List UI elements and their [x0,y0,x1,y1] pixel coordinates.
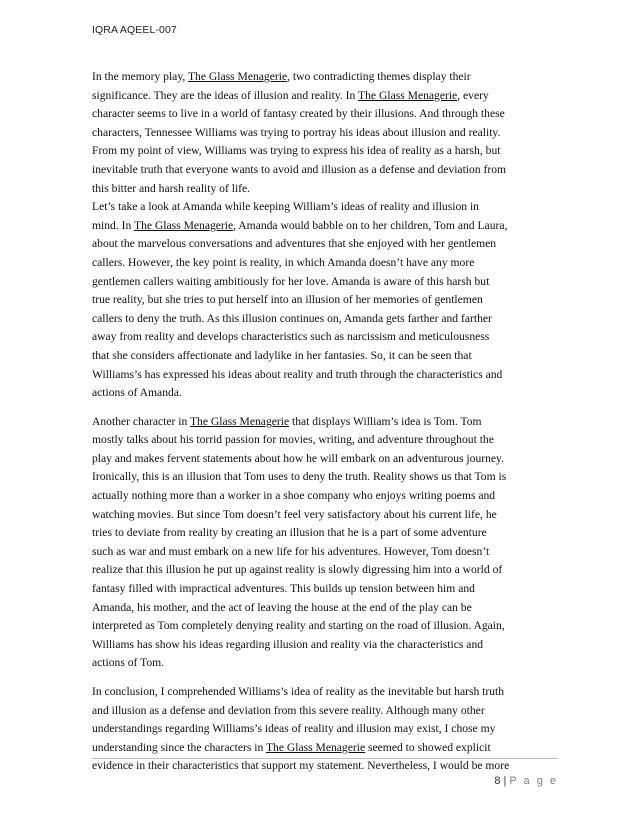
page-label: P a g e [509,775,558,787]
text-line [92,328,558,347]
text-segment: mostly talks about his torrid passion for movies, writing, and adventure throughout the [92,433,494,447]
text-segment: In the memory play, [92,70,188,83]
text-segment: play and makes fervent statements about how he will embark on an adventurous journey. [92,451,504,465]
text-line [92,105,558,124]
text-segment: Williams has show his ideas regarding illusion and reality via the characteristics and [92,637,484,651]
text-segment: Williams’s has expressed his ideas about reality and truth through the characteristics and [92,367,503,381]
paragraph-gap [92,403,558,413]
text-segment: significance. They are the ideas of illusion and reality. In [92,88,359,102]
text-line [92,291,558,310]
text-line [92,384,558,403]
text-segment: seemed to showed explicit [365,740,491,754]
text-line [92,273,558,292]
text-segment: and illusion as a defense and deviation from this severe reality. Although many other [92,703,485,717]
text-line [92,413,558,432]
text-line [92,599,558,618]
document-body [92,68,558,776]
text-segment: callers. However, the key point is reality, in which Amanda doesn’t have any more [92,255,475,269]
text-segment: character seems to live in a world of fantasy created by their illusions. And through these [92,107,505,121]
text-segment: actually nothing more than a worker in a shoe company who enjoys writing poems and [92,489,496,503]
text-line [92,636,558,655]
text-line [92,617,558,636]
text-line [92,739,558,758]
text-line [92,487,558,506]
paragraph [92,413,558,673]
text-line [92,68,558,87]
text-segment: about the marvelous conversations and adventures that she enjoyed with her gentlemen [92,237,497,251]
book-title: The Glass Menagerie [187,70,288,83]
text-line [92,235,558,254]
book-title: The Glass Menagerie [265,740,366,754]
footer-divider [92,758,558,759]
text-segment: fantasy filled with impractical adventures. This builds up tension between him and [92,582,475,596]
text-line [92,720,558,739]
book-title: The Glass Menagerie [358,88,458,102]
text-segment: actions of Amanda. [92,386,182,400]
text-segment: Another character in [92,414,190,428]
page-footer [494,775,558,787]
text-line [92,580,558,599]
text-line [92,124,558,143]
text-line [92,506,558,525]
text-segment: characters, Tennessee Williams was trying to portray his ideas about illusion and reality. [92,125,501,139]
text-segment: realize that this illusion he put up against reality is slowly digressing him into a world of [92,563,503,577]
page-number: 8 [494,775,501,787]
text-segment: gentlemen callers waiting ambitiously for her love. Amanda is aware of this harsh but [92,274,490,288]
text-segment: understandings regarding Williams’s ideas of reality and illusion may exist, I chose my [92,722,496,736]
text-segment: watching movies. But since Tom doesn’t feel very satisfactory about his current life, he [92,507,497,521]
text-segment: In conclusion, I comprehended Williams’s idea of reality as the inevitable but harsh truth [92,685,505,698]
text-line [92,161,558,180]
book-title: The Glass Menagerie [189,414,290,428]
paragraph [92,68,558,403]
text-segment: true reality, but she tries to put herself into an illusion of her memories of gentlemen [92,293,483,307]
text-segment: that displays William’s idea is Tom. Tom [289,414,482,428]
text-segment: actions of Tom. [92,656,165,670]
text-line [92,561,558,580]
text-line [92,254,558,273]
text-line [92,347,558,366]
text-line [92,654,558,673]
text-segment: From my point of view, Williams was trying to express his idea of reality as a harsh, but [92,144,501,158]
text-segment: understanding since the characters in [92,740,266,754]
text-line [92,310,558,329]
text-segment: , two contradicting themes display their [287,70,471,83]
text-segment: tries to deviate from reality by creating an illusion that he is a part of some adventure [92,526,487,540]
text-line [92,217,558,236]
text-segment: such as war and must embark on a new life for his adventures. However, Tom doesn’t [92,544,490,558]
text-line [92,366,558,385]
text-segment: away from reality and develops characteristics such as narcissism and meticulousness [92,330,490,344]
text-line [92,450,558,469]
text-line [92,702,558,721]
paragraph-gap [92,673,558,683]
text-segment: evidence in their characteristics that support my statement. Nevertheless, I would be more [92,759,510,773]
page-header: IQRA AQEEL-007 [92,24,177,36]
text-line [92,543,558,562]
text-segment: callers to deny the truth. As this illusion continues on, Amanda gets farther and farther [92,311,492,325]
text-line [92,431,558,450]
paragraph [92,683,558,776]
text-line [92,180,558,199]
text-line [92,524,558,543]
text-segment: that she considers affectionate and ladylike in her fantasies. So, it can be seen that [92,348,472,362]
text-segment: , Amanda would babble on to her children, Tom and Laura, [233,218,508,232]
text-segment: inevitable truth that everyone wants to avoid and illusion as a defense and deviation from [92,162,507,176]
text-line [92,198,558,217]
text-segment: Amanda, his mother, and the act of leaving the house at the end of the play can be [92,600,472,614]
footer-separator: | [503,775,507,787]
text-line [92,142,558,161]
text-segment: , every [457,88,489,102]
text-line [92,683,558,702]
text-segment: mind. In [92,218,134,232]
text-segment: this bitter and harsh reality of life. [92,181,251,195]
text-segment: interpreted as Tom completely denying reality and starting on the road of illusion. Again, [92,619,505,633]
text-line [92,757,558,776]
text-line [92,87,558,106]
text-segment: Ironically, this is an illusion that Tom uses to deny the truth. Reality shows us that Tom is [92,470,507,484]
book-title: The Glass Menagerie [133,218,234,232]
text-line [92,468,558,487]
text-segment: Let’s take a look at Amanda while keeping William’s ideas of reality and illusion in [92,200,479,214]
